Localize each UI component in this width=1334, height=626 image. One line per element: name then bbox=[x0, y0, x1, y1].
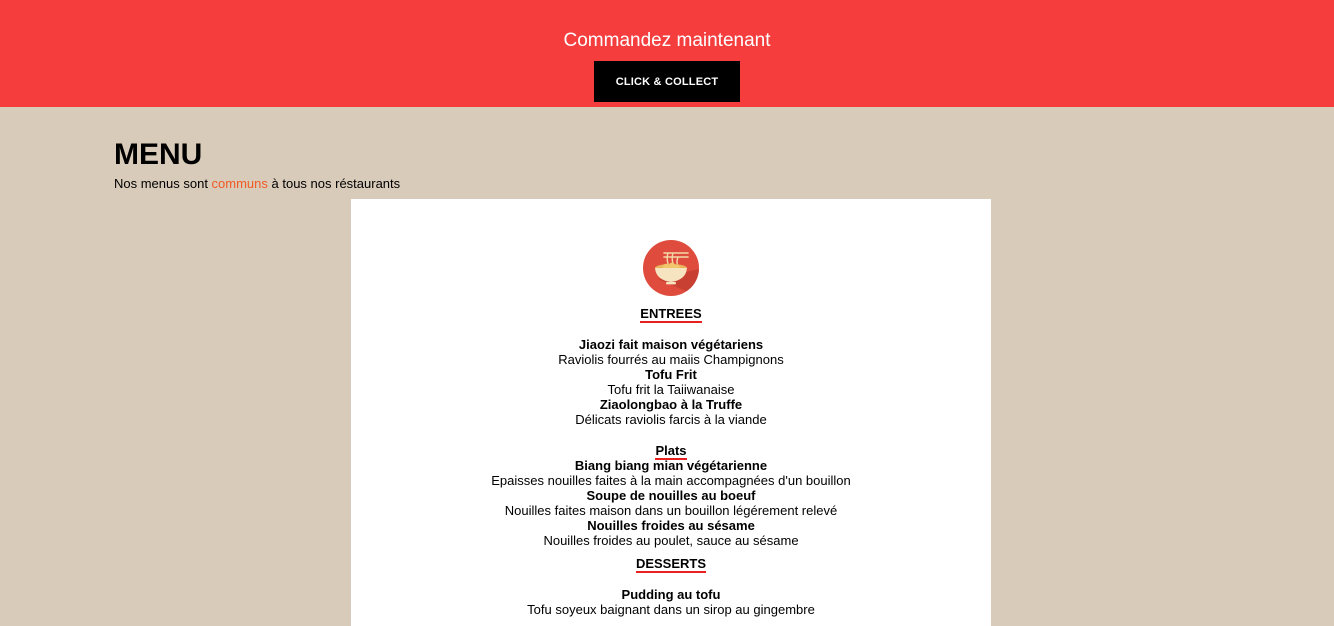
menu-item-name: Ziaolongbao à la Truffe bbox=[599, 397, 743, 412]
menu-item-name: Pudding au tofu bbox=[621, 587, 721, 602]
section-heading-label: Plats bbox=[655, 443, 687, 458]
menu-item-name: Jiaozi fait maison végétariens bbox=[578, 337, 764, 352]
menu-item-description: Délicats raviolis farcis à la viande bbox=[575, 412, 767, 427]
menu-subtitle bbox=[114, 176, 400, 191]
section-heading-label: ENTREES bbox=[640, 306, 702, 321]
subtitle-text-after: à tous nos réstaurants bbox=[267, 176, 401, 191]
menu-item-description: Nouilles froides au poulet, sauce au sésame bbox=[543, 533, 799, 548]
section-heading-label: DESSERTS bbox=[635, 556, 707, 571]
menu-item-name: Soupe de nouilles au boeuf bbox=[586, 488, 756, 503]
subtitle-text-before: Nos menus sont bbox=[114, 176, 212, 191]
menu-card bbox=[351, 199, 991, 626]
banner-title: Commandez maintenant bbox=[563, 30, 771, 51]
click-collect-button[interactable]: CLICK & COLLECT bbox=[594, 61, 740, 102]
menu-item-name: Biang biang mian végétarienne bbox=[574, 458, 768, 473]
subtitle-highlight: communs bbox=[211, 176, 268, 191]
menu-item-description: Epaisses nouilles faites à la main accompagnées d'un bouillon bbox=[491, 473, 851, 488]
section-heading-entrees bbox=[351, 306, 991, 323]
order-banner bbox=[0, 0, 1334, 107]
menu-item-description: Raviolis fourrés au maiis Champignons bbox=[558, 352, 784, 367]
menu-item-description: Tofu soyeux baignant dans un sirop au gingembre bbox=[527, 602, 815, 617]
menu-item-name: Tofu Frit bbox=[645, 367, 697, 382]
page-title: MENU bbox=[114, 138, 203, 171]
section-heading-desserts bbox=[351, 556, 991, 573]
noodle-bowl-icon bbox=[642, 239, 700, 297]
menu-item-name: Nouilles froides au sésame bbox=[587, 518, 755, 533]
menu-item-description: Tofu frit la Taiiwanaise bbox=[607, 382, 735, 397]
menu-item-description: Nouilles faites maison dans un bouillon légérement relevé bbox=[504, 503, 838, 518]
